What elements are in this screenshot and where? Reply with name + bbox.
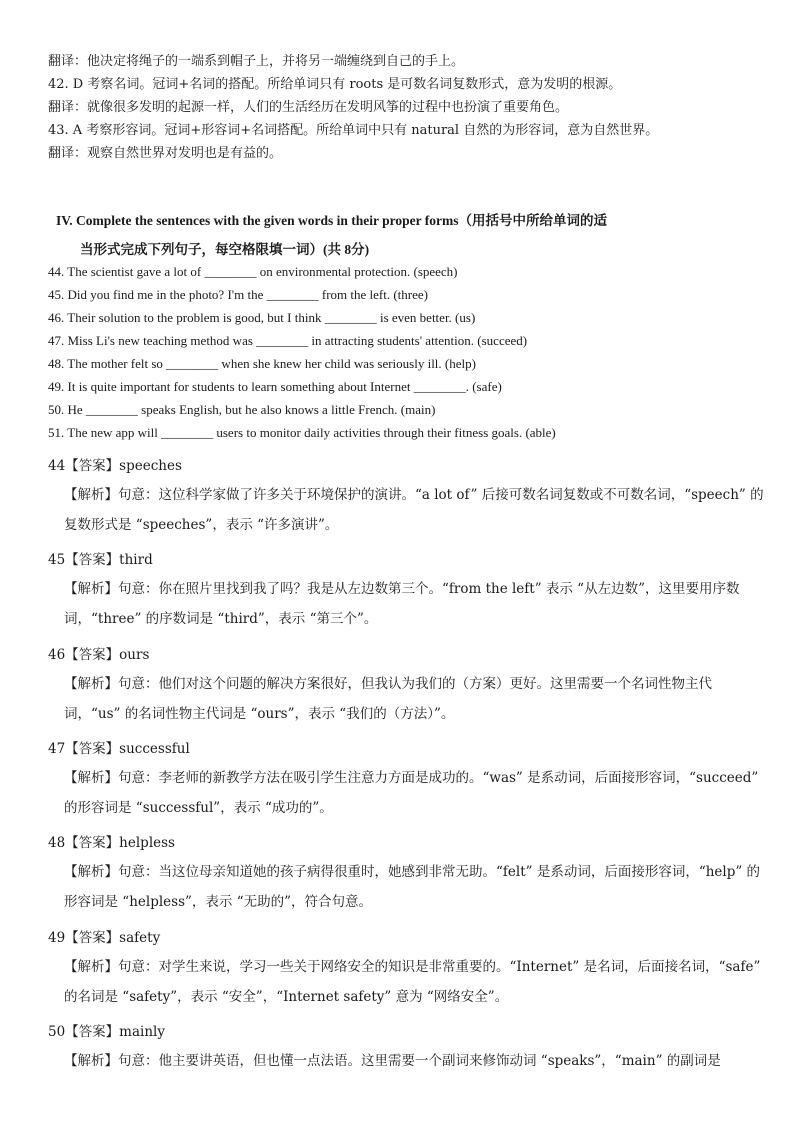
explanation-45: 【解析】句意：你在照片里找到我了吗？我是从左边数第三个。“from the left” 表示 “从左边数”，这里要用序数词，“three” 的序数词是 “third”，表示 “第三个”。 — [64, 581, 740, 627]
explanation-47: 【解析】句意：李老师的新教学方法在吸引学生注意力方面是成功的。“was” 是系动词，后面接形容词，“succeed” 的形容词是 “successful”，表示 “成功的”。 — [64, 770, 759, 816]
answer-46: 46【答案】ours — [48, 647, 150, 663]
explanation-44: 【解析】句意：这位科学家做了许多关于环境保护的演讲。“a lot of” 后接可数名词复数或不可数名词，“speech” 的复数形式是 “speeches”，表示 “许多演讲”。 — [64, 487, 764, 533]
explanation-50: 【解析】句意：他主要讲英语，但也懂一点法语。这里需要一个副词来修饰动词 “speaks”，“main” 的副词是 — [64, 1053, 721, 1069]
question-45: 45. Did you find me in the photo? I'm the ________ from the left. (three) — [48, 287, 428, 302]
question-46: 46. Their solution to the problem is good, but I think ________ is even better. (us) — [48, 310, 476, 325]
section-subtitle: 当形式完成下列句子，每空格限填一词）(共 8分) — [80, 242, 370, 257]
answer-50: 50【答案】mainly — [48, 1024, 165, 1040]
section-title: IV. Complete the sentences with the given words in their proper forms（用括号中所给单词的适 — [56, 213, 607, 228]
question-44: 44. The scientist gave a lot of ________ on environmental protection. (speech) — [48, 264, 458, 279]
explanation-48: 【解析】句意：当这位母亲知道她的孩子病得很重时，她感到非常无助。“felt” 是系动词，后面接形容词，“help” 的形容词是 “helpless”，表示 “无助的”，符合句意。 — [64, 864, 761, 910]
explanation-49: 【解析】句意：对学生来说，学习一些关于网络安全的知识是非常重要的。“Internet” 是名词，后面接名词，“safe” 的名词是 “safety”，表示 “安全”，“Internet safety” 意为 “网络安全”。 — [64, 959, 761, 1005]
answer-45: 45【答案】third — [48, 552, 153, 568]
answer-48: 48【答案】helpless — [48, 835, 175, 851]
top-line: 43. A 考察形容词。冠词+形容词+名词搭配。所给单词中只有 natural 自然的为形容词，意为自然世界。 — [48, 123, 659, 138]
explanation-46: 【解析】句意：他们对这个问题的解决方案很好，但我认为我们的（方案）更好。这里需要一个名词性物主代词，“us” 的名词性物主代词是 “ours”，表示 “我们的（方法）”。 — [64, 676, 712, 722]
answer-47: 47【答案】successful — [48, 741, 190, 757]
answer-44: 44【答案】speeches — [48, 458, 182, 474]
top-line: 42. D 考察名词。冠词+名词的搭配。所给单词只有 roots 是可数名词复数形式，意为发明的根源。 — [48, 77, 622, 92]
question-51: 51. The new app will ________ users to monitor daily activities through their fitness goals. (able) — [48, 425, 556, 440]
top-line: 翻译：就像很多发明的起源一样，人们的生活经历在发明风筝的过程中也扮演了重要角色。 — [48, 100, 569, 115]
top-line: 翻译：他决定将绳子的一端系到帽子上，并将另一端缠绕到自己的手上。 — [48, 54, 465, 69]
answer-49: 49【答案】safety — [48, 930, 161, 946]
question-50: 50. He ________ speaks English, but he also knows a little French. (main) — [48, 402, 436, 417]
question-47: 47. Miss Li's new teaching method was ________ in attracting students' attention. (succeed) — [48, 333, 528, 348]
top-line: 翻译：观察自然世界对发明也是有益的。 — [48, 146, 283, 161]
question-48: 48. The mother felt so ________ when she knew her child was seriously ill. (help) — [48, 356, 476, 371]
question-49: 49. It is quite important for students to learn something about Internet ________. (safe) — [48, 379, 502, 394]
